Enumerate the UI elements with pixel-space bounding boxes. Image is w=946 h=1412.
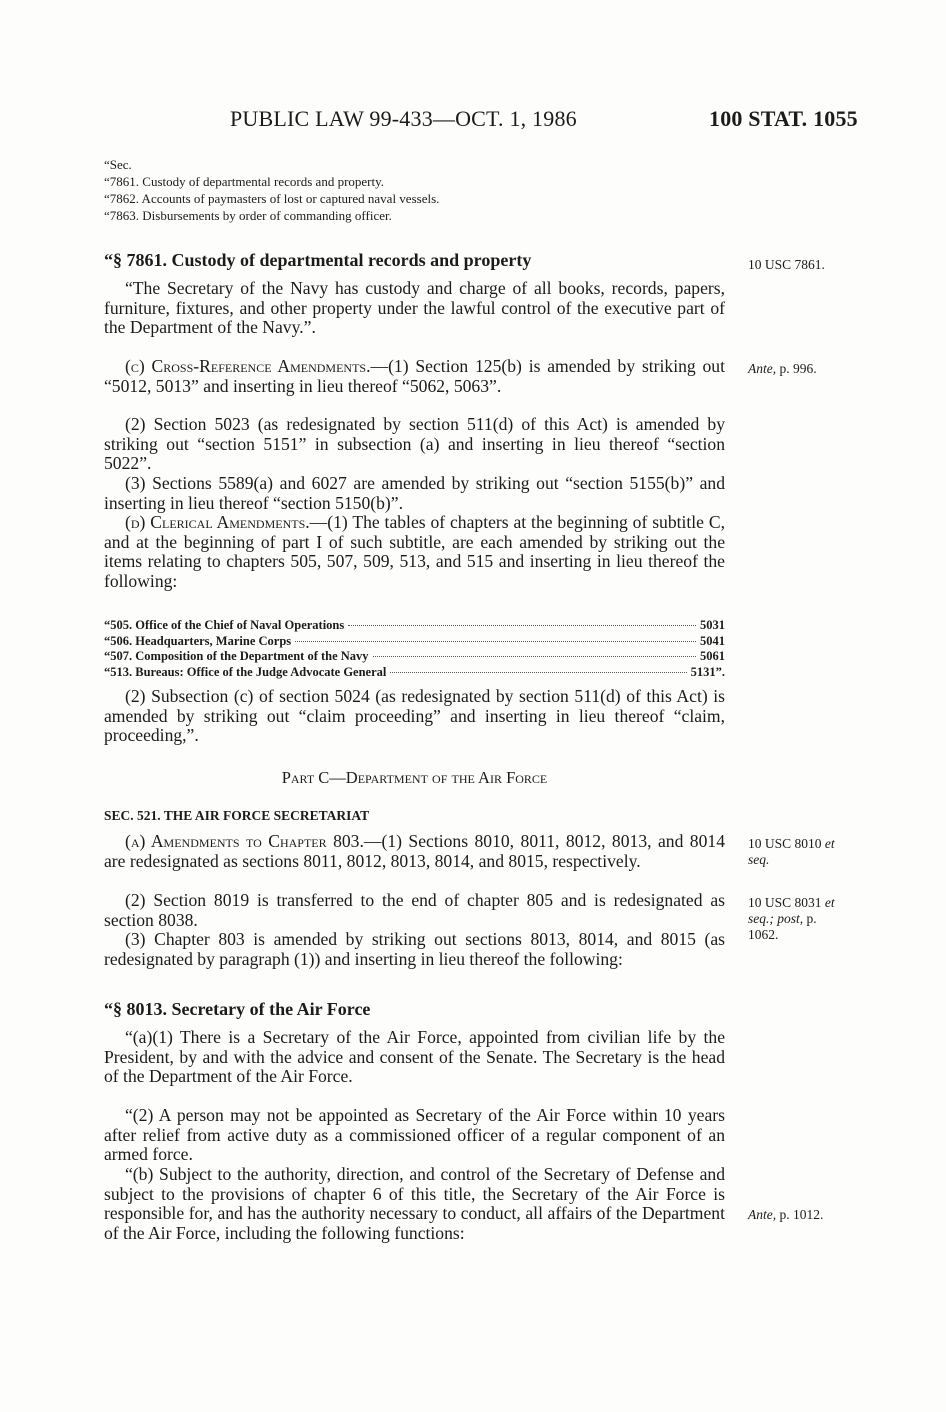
paragraph-c3: (3) Sections 5589(a) and 6027 are amended by striking out “section 5155(b)” and inserting in lieu thereof “section 5150(b)”. <box>104 473 725 513</box>
chapter-table-row <box>104 649 725 665</box>
chapter-title: “507. Composition of the Department of the Navy <box>104 649 369 663</box>
margin-note-italic: Ante, <box>748 361 777 376</box>
paragraph-a1-text: —(1) Sections 8010, 8011, 8012, 8013, and 8014 are redesignated as sections 8011, 8012, 8013, 8014, and 8015, respectively. <box>104 831 725 871</box>
margin-note-text: p. <box>803 911 817 926</box>
section-heading-8013: “§ 8013. Secretary of the Air Force <box>104 999 371 1019</box>
section-521-heading: SEC. 521. THE AIR FORCE SECRETARIAT <box>104 808 370 823</box>
margin-note-text: 1062. <box>748 927 779 942</box>
toc-line: “7861. Custody of departmental records and property. <box>104 174 385 189</box>
leader-dots <box>390 672 686 673</box>
running-header-stat: 100 STAT. 1055 <box>709 106 858 131</box>
margin-note-10-usc-8031 <box>748 895 878 943</box>
leader-dots <box>373 656 696 657</box>
chapter-table-row <box>104 618 725 634</box>
paragraph-c2: (2) Section 5023 (as redesignated by section 511(d) of this Act) is amended by striking out “section 5151” in subsection (a) and inserting in lieu thereof “section 5022”. <box>104 414 725 473</box>
margin-note-italic: seq. <box>748 852 770 867</box>
chapter-table-row <box>104 634 725 650</box>
margin-note-ante-1012 <box>748 1207 878 1223</box>
paragraph-8013-b: “(b) Subject to the authority, direction, and control of the Secretary of Defense and subject to the provisions of chapter 6 of this title, the Secretary of the Air Force is responsible for, and has the authority necessary to conduct, all affairs of the Department of the Air Force, including the following functions: <box>104 1164 725 1243</box>
chapter-section-number: 5131”. <box>690 664 725 679</box>
chapter-title: “505. Office of the Chief of Naval Operations <box>104 618 345 632</box>
chapter-section-number: 5041 <box>700 633 725 648</box>
chapter-title: “506. Headquarters, Marine Corps <box>104 633 292 648</box>
running-header-title: PUBLIC LAW 99-433—OCT. 1, 1986 <box>230 106 577 131</box>
chapter-title: “513. Bureaus: Office of the Judge Advocate General <box>104 664 387 679</box>
paragraph-d2: (2) Subsection (c) of section 5024 (as redesignated by section 511(d) of this Act) is amended by striking out “claim proceeding” and inserting in lieu thereof “claim, proceeding,”. <box>104 686 725 745</box>
margin-note-10-usc-7861: 10 USC 7861. <box>748 257 825 272</box>
paragraph-a1 <box>104 832 725 871</box>
paragraph-a2: (2) Section 8019 is transferred to the end of chapter 805 and is redesignated as section 8038. <box>104 890 725 930</box>
chapter-table <box>104 618 725 680</box>
leader-dots <box>348 625 696 626</box>
paragraph-d1-heading: (d) Clerical Amendments. <box>125 512 310 532</box>
margin-note-italic: seq.; post, <box>748 911 804 926</box>
paragraph-c1-heading: (c) Cross-Reference Amendments. <box>125 356 371 376</box>
paragraph-7861-body: “The Secretary of the Navy has custody and charge of all books, records, papers, furniture, fixtures, and other property under the lawful control of the executive part of the Department of the Navy.”. <box>104 278 725 337</box>
toc-line: “7863. Disbursements by order of commanding officer. <box>104 208 392 223</box>
section-heading-7861: “§ 7861. Custody of departmental records and property <box>104 250 532 270</box>
toc-line: “7862. Accounts of paymasters of lost or captured naval vessels. <box>104 191 440 206</box>
margin-note-italic: et <box>824 836 835 851</box>
leader-dots <box>295 641 696 642</box>
paragraph-c1-text: —(1) Section 125(b) is amended by striking out “5012, 5013” and inserting in lieu thereof “5062, 5063”. <box>104 356 725 396</box>
margin-note-text: 10 USC 8010 <box>748 836 825 851</box>
paragraph-a1-heading: (a) Amendments to Chapter 803. <box>125 831 364 851</box>
toc-line: “Sec. <box>104 157 132 172</box>
chapter-section-number: 5031 <box>700 618 725 632</box>
margin-note-text: p. 1012. <box>776 1207 824 1222</box>
paragraph-8013-a2: “(2) A person may not be appointed as Secretary of the Air Force within 10 years after relief from active duty as a commissioned officer of a regular component of an armed force. <box>104 1105 725 1164</box>
paragraph-8013-a1: “(a)(1) There is a Secretary of the Air Force, appointed from civilian life by the President, by and with the advice and consent of the Senate. The Secretary is the head of the Department of the Air Force. <box>104 1027 725 1086</box>
paragraph-a3: (3) Chapter 803 is amended by striking out sections 8013, 8014, and 8015 (as redesignated by paragraph (1)) and inserting in lieu thereof the following: <box>104 929 725 969</box>
margin-note-italic: Ante, <box>748 1207 777 1222</box>
margin-note-ante-996 <box>748 361 878 377</box>
margin-note-text: 10 USC 8031 <box>748 895 825 910</box>
section-table-of-contents <box>104 156 725 224</box>
chapter-table-row <box>104 665 725 681</box>
margin-note-text: p. 996. <box>776 361 817 376</box>
margin-note-italic: et <box>824 895 835 910</box>
part-heading: Part C—Department of the Air Force <box>281 768 548 787</box>
paragraph-c1 <box>104 357 725 396</box>
chapter-section-number: 5061 <box>700 649 725 663</box>
paragraph-d1-text: —(1) The tables of chapters at the beginning of subtitle C, and at the beginning of part I of such subtitle, are each amended by striking out the items relating to chapters 505, 507, 509, 513, and 515 and inserting in lieu thereof the following: <box>104 512 725 591</box>
margin-note-10-usc-8010 <box>748 836 878 868</box>
paragraph-d1 <box>104 513 725 591</box>
